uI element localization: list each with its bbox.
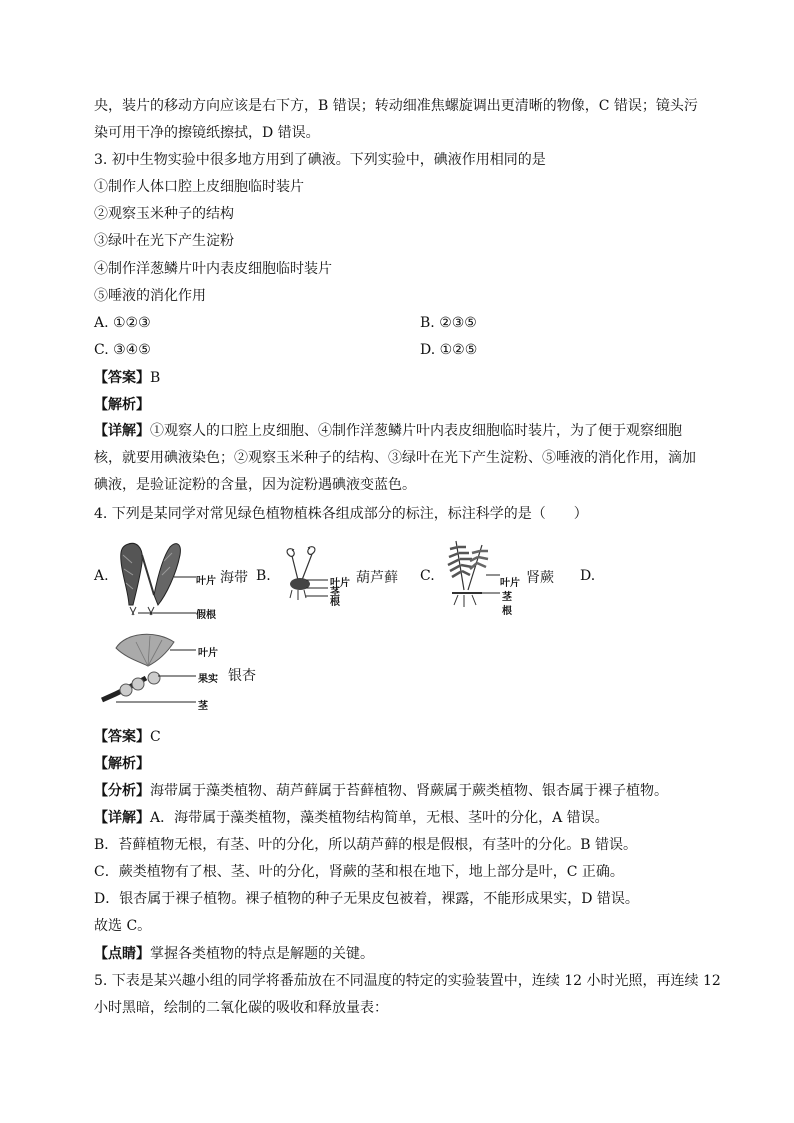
fig-b-label-3: 根 [330,597,340,608]
detail-text: ①观察人的口腔上皮细胞、④制作洋葱鳞片叶内表皮细胞临时装片，为了便于观察细胞核，就要用碘液染色；②观察玉米种子的结构、③绿叶在光下产生淀粉、⑤唾液的消化作用，滴加碘液，是验证淀粉的含量，因为淀粉遇碘液变蓝色。 [94,423,696,493]
q3-item-2: ②观察玉米种子的结构 [94,206,234,222]
q3-stem: 3. 初中生物实验中很多地方用到了碘液。下列实验中，碘液作用相同的是 [94,152,546,168]
fig-b-name: 葫芦藓 [356,570,398,586]
q5-line-2: 小时黑暗，绘制的二氧化碳的吸收和释放量表： [94,1000,388,1016]
q3-option-a: A. ①②③ [94,315,151,331]
detail-a-text: A．海带属于藻类植物，藻类植物结构简单，无根、茎叶的分化，A 错误。 [150,810,609,826]
q3-analysis-tag: 【解析】 [94,397,150,413]
fig-d-letter: D. [580,568,596,584]
fig-c-name: 肾蕨 [526,570,554,586]
intro-line-2: 染可用干净的擦镜纸擦拭，D 错误。 [94,125,320,141]
fig-c-label-2: 茎 [502,592,512,603]
q4-detail-a [94,808,609,828]
answer-value: B [150,370,161,386]
fig-a-label-2: 假根 [196,610,216,621]
q3-detail [94,418,704,499]
q4-dianjing [94,944,374,964]
q4-detail-b: B．苔藓植物无根，有茎、叶的分化，所以葫芦藓的根是假根，有茎叶的分化。B 错误。 [94,837,638,853]
fig-c-letter: C. [420,568,435,584]
fig-a-name: 海带 [220,570,248,586]
dianjing-text: 掌握各类植物的特点是解题的关键。 [150,946,374,962]
answer-value: C [150,729,161,745]
q3-item-1: ①制作人体口腔上皮细胞临时装片 [94,179,304,195]
fig-b-letter: B. [256,568,271,584]
q5-line-1: 5. 下表是某兴趣小组的同学将番茄放在不同温度的特定的实验装置中，连续 12 小时光照，再连续 12 [94,973,721,989]
intro-line-1: 央，装片的移动方向应该是右下方，B 错误；转动细准焦螺旋调出更清晰的物像，C 错误；镜头污 [94,98,698,114]
q4-answer [94,727,161,747]
fig-d-label-3: 茎 [198,701,208,712]
fig-d-label-1: 叶片 [198,648,218,659]
fig-b-label-1: 叶片 [330,578,350,589]
q3-item-5: ⑤唾液的消化作用 [94,288,206,304]
detail-tag: 【详解】 [94,810,150,826]
q3-answer [94,368,160,388]
q4-detail-c: C．蕨类植物有了根、茎、叶的分化，肾蕨的茎和根在地下，地上部分是叶，C 正确。 [94,864,624,880]
fig-a-letter: A. [94,568,109,584]
fenxi-tag: 【分析】 [94,783,150,799]
fig-d-label-2: 果实 [198,674,218,685]
fig-d-name: 银杏 [228,668,256,684]
q4-fenxi [94,781,668,801]
fig-b-label-2: 茎 [330,587,340,598]
q3-option-c: C. ③④⑤ [94,342,151,358]
dianjing-tag: 【点睛】 [94,946,150,962]
answer-tag: 【答案】 [94,729,150,745]
fig-c-label-3: 根 [502,606,512,617]
q4-stem: 4. 下列是某同学对常见绿色植物植株各组成部分的标注，标注科学的是（ ） [94,506,588,522]
fenxi-text: 海带属于藻类植物、葫芦藓属于苔藓植物、肾蕨属于蕨类植物、银杏属于裸子植物。 [150,783,668,799]
q4-detail-d: D．银杏属于裸子植物。裸子植物的种子无果皮包被着，裸露，不能形成果实，D 错误。 [94,891,639,907]
answer-tag: 【答案】 [94,370,150,386]
q4-choice: 故选 C。 [94,918,152,934]
fig-a-label-1: 叶片 [196,576,216,587]
q3-item-3: ③绿叶在光下产生淀粉 [94,233,234,249]
detail-tag: 【详解】 [94,423,150,439]
q3-item-4: ④制作洋葱鳞片叶内表皮细胞临时装片 [94,261,332,277]
q3-option-d: D. ①②⑤ [420,342,478,358]
q3-option-b: B. ②③⑤ [420,315,477,331]
fig-c-label-1: 叶片 [500,578,520,589]
q4-analysis-tag: 【解析】 [94,756,150,772]
